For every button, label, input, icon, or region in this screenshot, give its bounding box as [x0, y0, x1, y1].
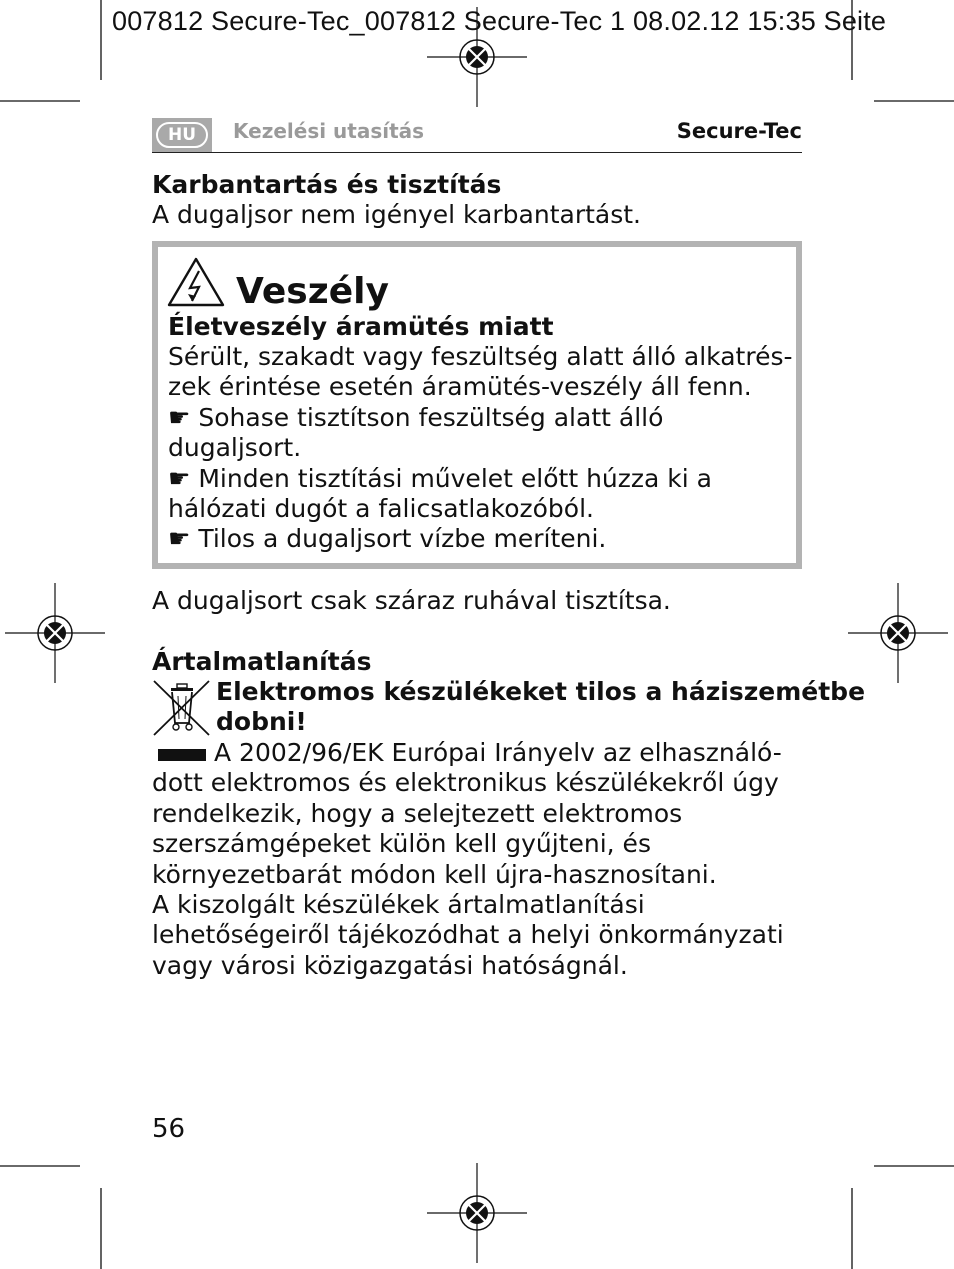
running-header [152, 116, 802, 153]
danger-line: zek érintése esetén áramütés-veszély áll fenn. [168, 372, 752, 401]
danger-bullet: ☛ Sohase tisztítson feszültség alatt álló [168, 403, 664, 432]
disposal-line: A 2002/96/EK Európai Irányelv az elhasználó- [214, 738, 782, 767]
disposal-line: szerszámgépeket külön kell gyűjteni, és [152, 829, 651, 858]
disposal-line: A kiszolgált készülékek ártalmatlanítási [152, 890, 645, 919]
black-bar-icon [158, 749, 206, 761]
maintenance-heading: Karbantartás és tisztítás [152, 170, 502, 199]
registration-mark-icon [427, 1163, 527, 1263]
language-badge-label: HU [156, 122, 208, 148]
page-number: 56 [152, 1114, 186, 1144]
header-product-name: Secure-Tec [676, 119, 802, 143]
header-section-title: Kezelési utasítás [233, 119, 425, 143]
registration-mark-icon [5, 583, 105, 683]
maintenance-text: A dugaljsor nem igényel karbantartást. [152, 200, 641, 229]
cleaning-text: A dugaljsort csak száraz ruhával tisztítsa. [152, 586, 671, 615]
danger-subheading: Életveszély áramütés miatt [168, 312, 554, 341]
disposal-warning: Elektromos készülékeket tilos a háziszemétbe [216, 677, 866, 706]
danger-bullet: ☛ Tilos a dugaljsort vízbe meríteni. [168, 524, 607, 553]
danger-title: Veszély [236, 271, 389, 312]
danger-line: hálózati dugót a falicsatlakozóból. [168, 494, 594, 523]
danger-line: dugaljsort. [168, 433, 302, 462]
registration-mark-icon [427, 7, 527, 107]
danger-line: Sérült, szakadt vagy feszültség alatt álló alkatrés- [168, 342, 793, 371]
disposal-line: környezetbarát módon kell újra-hasznosítani. [152, 860, 717, 889]
disposal-warning: dobni! [216, 707, 307, 736]
disposal-line: vagy városi közigazgatási hatóságnál. [152, 951, 628, 980]
disposal-heading: Ártalmatlanítás [152, 647, 372, 676]
language-badge [152, 118, 212, 152]
warning-lightning-icon [166, 256, 226, 308]
registration-mark-icon [848, 583, 948, 683]
disposal-line: dott elektromos és elektronikus készülékekről úgy [152, 768, 779, 797]
print-slug: 007812 Secure-Tec_007812 Secure-Tec 1 08.02.12 15:35 Seite [112, 6, 887, 36]
disposal-line: lehetőségeiről tájékozódhat a helyi önkormányzati [152, 920, 784, 949]
danger-bullet: ☛ Minden tisztítási művelet előtt húzza ki a [168, 464, 712, 493]
disposal-line: rendelkezik, hogy a selejtezett elektromos [152, 799, 683, 828]
crossed-bin-icon [153, 679, 211, 737]
